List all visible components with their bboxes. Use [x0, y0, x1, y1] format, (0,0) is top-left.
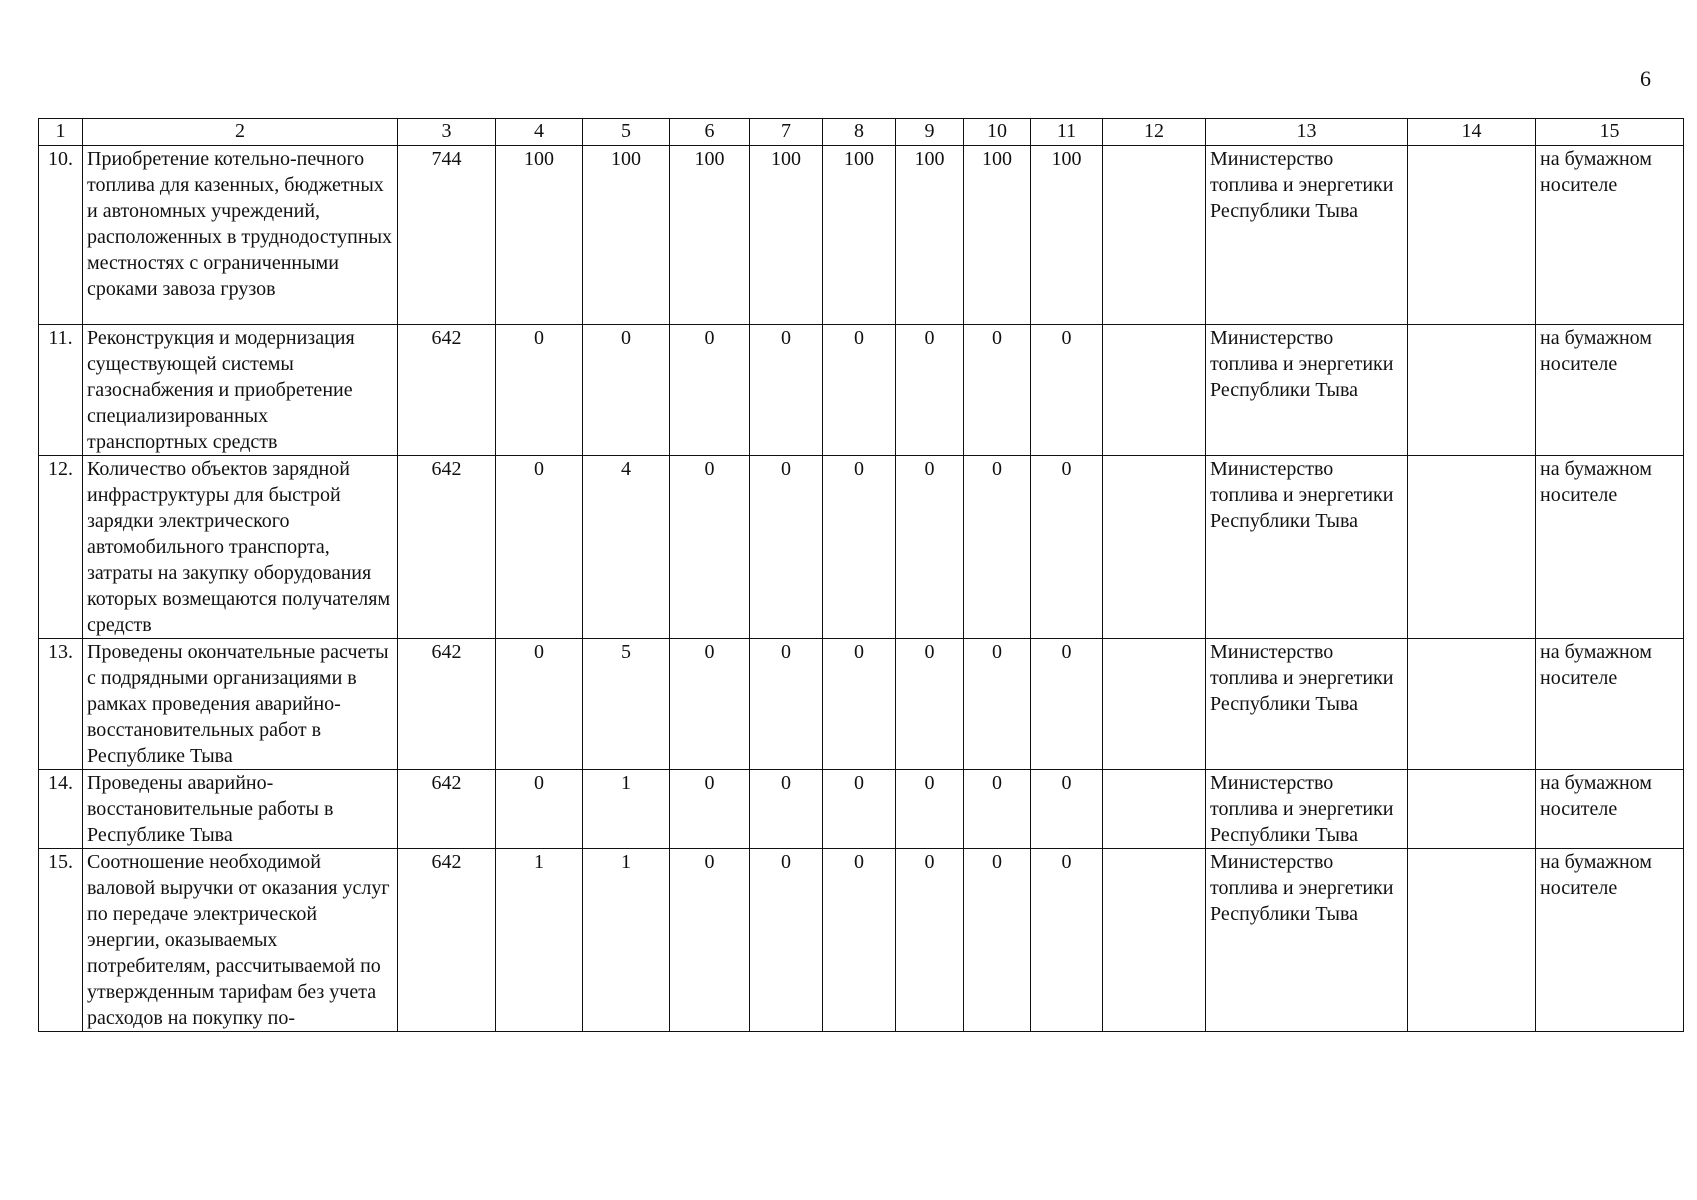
row-number: 14.: [39, 770, 83, 849]
row-value-col11: 100: [1031, 146, 1103, 325]
row-description: Реконструкция и модернизация существующей системы газоснабжения и приобретение специализированных транспортных средств: [83, 325, 398, 456]
table-row: [39, 146, 1684, 325]
row-value-col7: 0: [750, 325, 823, 456]
row-value-col7: 0: [750, 849, 823, 1032]
header-cell: 13: [1206, 119, 1408, 146]
row-number: 15.: [39, 849, 83, 1032]
row-value-col9: 0: [896, 456, 964, 639]
row-value-col6: 0: [670, 325, 750, 456]
row-value-col5: 100: [583, 146, 670, 325]
row-source-note: на бумажном носителе: [1536, 639, 1684, 770]
row-value-col10: 0: [964, 325, 1031, 456]
row-value-col4: 0: [496, 325, 583, 456]
row-value-col5: 1: [583, 770, 670, 849]
row-value-col4: 0: [496, 456, 583, 639]
row-value-col4: 0: [496, 770, 583, 849]
row-value-col14: [1408, 456, 1536, 639]
row-value-col8: 0: [823, 325, 896, 456]
indicators-table: [38, 118, 1684, 1032]
row-unit-code: 642: [398, 770, 496, 849]
row-description: Проведены аварийно-восстановительные работы в Республике Тыва: [83, 770, 398, 849]
table-row: [39, 849, 1684, 1032]
row-value-col9: 0: [896, 639, 964, 770]
row-value-col12: [1103, 849, 1206, 1032]
row-value-col11: 0: [1031, 639, 1103, 770]
row-value-col14: [1408, 849, 1536, 1032]
row-value-col8: 100: [823, 146, 896, 325]
row-value-col10: 0: [964, 639, 1031, 770]
row-value-col12: [1103, 325, 1206, 456]
row-unit-code: 642: [398, 639, 496, 770]
row-number: 13.: [39, 639, 83, 770]
row-unit-code: 642: [398, 849, 496, 1032]
row-value-col9: 100: [896, 146, 964, 325]
row-value-col4: 100: [496, 146, 583, 325]
row-value-col11: 0: [1031, 325, 1103, 456]
row-source-note: на бумажном носителе: [1536, 456, 1684, 639]
row-value-col8: 0: [823, 639, 896, 770]
header-cell: 14: [1408, 119, 1536, 146]
row-description: Соотношение необходимой валовой выручки от оказания услуг по передаче электрической энергии, оказываемых потребителям, рассчитываемой по утвержденным тарифам без учета расходов на покупку по-: [83, 849, 398, 1032]
header-row: [39, 119, 1684, 146]
row-value-col6: 0: [670, 456, 750, 639]
row-value-col9: 0: [896, 849, 964, 1032]
row-value-col7: 0: [750, 639, 823, 770]
row-value-col10: 0: [964, 770, 1031, 849]
row-source-note: на бумажном носителе: [1536, 770, 1684, 849]
row-value-col10: 100: [964, 146, 1031, 325]
row-responsible-org: Министерство топлива и энергетики Республики Тыва: [1206, 849, 1408, 1032]
row-unit-code: 642: [398, 456, 496, 639]
row-responsible-org: Министерство топлива и энергетики Республики Тыва: [1206, 456, 1408, 639]
row-value-col7: 100: [750, 146, 823, 325]
row-value-col9: 0: [896, 325, 964, 456]
row-value-col12: [1103, 770, 1206, 849]
row-source-note: на бумажном носителе: [1536, 146, 1684, 325]
header-cell: 10: [964, 119, 1031, 146]
table-row: [39, 456, 1684, 639]
row-value-col10: 0: [964, 849, 1031, 1032]
row-value-col9: 0: [896, 770, 964, 849]
row-value-col8: 0: [823, 456, 896, 639]
row-description: Проведены окончательные расчеты с подрядными организациями в рамках проведения аварийно-восстановительных работ в Республике Тыва: [83, 639, 398, 770]
row-value-col6: 0: [670, 770, 750, 849]
row-description: Количество объектов зарядной инфраструктуры для быстрой зарядки электрического автомобильного транспорта, затраты на закупку оборудования которых возмещаются получателям средств: [83, 456, 398, 639]
row-responsible-org: Министерство топлива и энергетики Республики Тыва: [1206, 639, 1408, 770]
row-value-col5: 4: [583, 456, 670, 639]
header-cell: 5: [583, 119, 670, 146]
table-row: [39, 639, 1684, 770]
row-value-col14: [1408, 770, 1536, 849]
header-cell: 6: [670, 119, 750, 146]
header-cell: 12: [1103, 119, 1206, 146]
row-value-col8: 0: [823, 770, 896, 849]
row-responsible-org: Министерство топлива и энергетики Республики Тыва: [1206, 770, 1408, 849]
header-cell: 2: [83, 119, 398, 146]
row-value-col7: 0: [750, 456, 823, 639]
row-value-col11: 0: [1031, 770, 1103, 849]
row-value-col10: 0: [964, 456, 1031, 639]
row-value-col5: 1: [583, 849, 670, 1032]
row-unit-code: 744: [398, 146, 496, 325]
table-row: [39, 325, 1684, 456]
row-value-col11: 0: [1031, 456, 1103, 639]
row-responsible-org: Министерство топлива и энергетики Республики Тыва: [1206, 146, 1408, 325]
row-value-col12: [1103, 639, 1206, 770]
header-cell: 1: [39, 119, 83, 146]
row-source-note: на бумажном носителе: [1536, 849, 1684, 1032]
header-cell: 3: [398, 119, 496, 146]
row-value-col5: 0: [583, 325, 670, 456]
row-value-col12: [1103, 456, 1206, 639]
row-value-col4: 1: [496, 849, 583, 1032]
row-number: 10.: [39, 146, 83, 325]
table-row: [39, 770, 1684, 849]
row-unit-code: 642: [398, 325, 496, 456]
row-value-col14: [1408, 146, 1536, 325]
row-value-col4: 0: [496, 639, 583, 770]
row-responsible-org: Министерство топлива и энергетики Республики Тыва: [1206, 325, 1408, 456]
row-number: 11.: [39, 325, 83, 456]
row-source-note: на бумажном носителе: [1536, 325, 1684, 456]
header-cell: 15: [1536, 119, 1684, 146]
row-value-col11: 0: [1031, 849, 1103, 1032]
header-cell: 7: [750, 119, 823, 146]
row-value-col14: [1408, 325, 1536, 456]
header-cell: 11: [1031, 119, 1103, 146]
row-value-col6: 100: [670, 146, 750, 325]
header-cell: 9: [896, 119, 964, 146]
row-value-col6: 0: [670, 639, 750, 770]
row-value-col8: 0: [823, 849, 896, 1032]
row-number: 12.: [39, 456, 83, 639]
header-cell: 8: [823, 119, 896, 146]
row-value-col12: [1103, 146, 1206, 325]
page-number: 6: [1640, 66, 1651, 91]
row-value-col6: 0: [670, 849, 750, 1032]
row-value-col14: [1408, 639, 1536, 770]
header-cell: 4: [496, 119, 583, 146]
row-description: Приобретение котельно-печного топлива для казенных, бюджетных и автономных учреждений, расположенных в труднодоступных местностях с ограниченными сроками завоза грузов: [83, 146, 398, 325]
row-value-col7: 0: [750, 770, 823, 849]
row-value-col5: 5: [583, 639, 670, 770]
